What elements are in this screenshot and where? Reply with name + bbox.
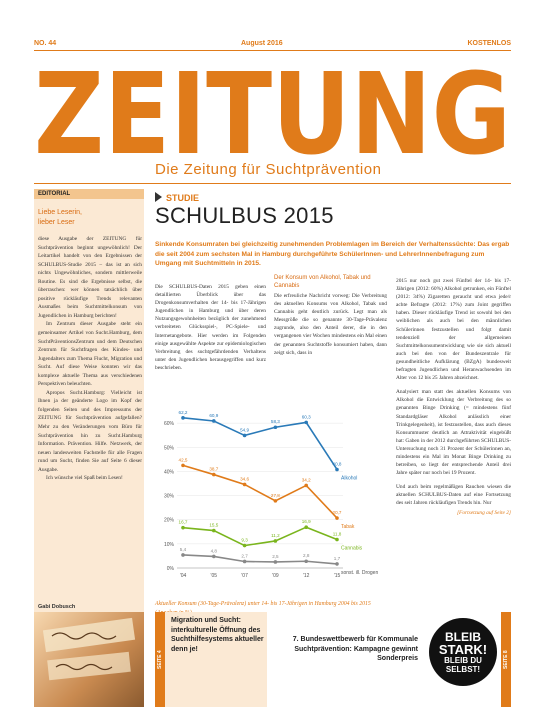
teaser-text: 7. Bundeswettbewerb für Kommunale Suchtprävention: Kampagne gewinnt Sonderpreis [292,636,418,662]
chart-caption: Aktueller Konsum (30-Tage-Prävalenz) unter 14- bis 17-Jährigen in Hamburg 2004 bis 2015 [155,601,371,607]
x-tick-label: '12 [302,573,310,579]
arabic-script-image [34,612,144,707]
x-tick-label: '04 [179,573,187,579]
data-label: 16,9 [301,519,311,525]
series-line [183,555,337,564]
data-label: 34,6 [240,476,250,482]
x-tick-label: '15 [333,573,341,579]
data-label: 62,2 [178,409,188,415]
series-line [183,465,337,518]
data-point [243,544,247,548]
article-lead: Sinkende Konsumraten bei gleichzeitig zunehmenden Problemlagen im Bereich der Verhaltenssüchte: Das ergab die seit 2004 zum sechsten Mal in Hamburg durchgeführte SchülerInnen- und LehrerInnenbefragung zum Umgang mit Suchtmitteln in 2015. [155,241,510,268]
series-label: Tabak [341,524,355,531]
y-tick-label: 60% [163,421,174,428]
data-point [212,555,216,559]
tagline: Die Zeitung für Suchtprävention [155,161,382,178]
data-label: 58,3 [270,419,280,425]
teaser-text: Migration und Sucht: interkulturelle Öffnung des Suchthilfesystems aktueller denn je! [171,617,264,653]
y-tick-label: 50% [163,445,174,452]
data-label: 2,8 [303,553,310,559]
page-tab: SEITE 8 [501,612,511,707]
data-point [212,419,216,423]
section-tag [155,192,199,203]
data-point [243,560,247,564]
data-point [335,562,339,566]
data-label: 15,5 [209,522,219,528]
y-tick-label: 10% [163,541,174,548]
data-point [243,483,247,487]
data-point [274,560,278,564]
author-name: Gabi Dobusch [38,604,76,610]
data-label: 38,7 [209,466,219,472]
y-tick-label: 40% [163,469,174,476]
data-label: 1,7 [333,555,341,561]
column-text: Analysiert man statt des aktuellen Konsums von Alkohol die Entwicklung der Verbreitung des so genannten Binge Drinking (= mindestens fünf Standardgläser Alkohol anlässlich einer Trinkgelegenheit), ist festzustellen, dass auch dieses Konsummuster deutlich an Attraktivität eingebüßt hat: Gaben in der 2012 durchgeführten SCHULBUS-Untersuchung noch 31 Prozent der Schülerinnen an, mindestens ein Mal im Monat Binge Drinking zu betreiben, so liegt der entsprechende Anteil drei Jahre später nur noch bei 19 Prozent. [396,389,511,477]
data-label: 27,8 [270,492,280,498]
y-tick-label: 30% [163,493,174,500]
logo-text: ZEITUNG [34,55,511,167]
data-point [181,464,185,468]
editorial-paragraph: Apropos Sucht.Hamburg: Vielleicht ist Ihnen ja der geänderte Logo im Kopf der folgenden Seiten und des Impressums der ZEITUNG für Suchtprävention aufgefallen? Mehr zu den Veränderungen vom Büro für Suchtprävention hin zu Sucht.Hamburg Information. Prävention. Hilfe. Netzwerk, der neuen landesweiten Fachstelle für alle Fragen rund um Sucht, finden Sie auf Seite 6 dieser Ausgabe. [38,389,142,473]
data-label: 20,7 [332,510,342,516]
data-point [274,425,278,429]
data-label: 42,5 [178,457,188,463]
data-label: 34,2 [301,477,311,483]
bleib-stark-logo [429,618,497,686]
data-label: 5,4 [179,546,187,552]
data-point [274,539,278,543]
editorial-paragraph: diese Ausgabe der ZEITUNG für Suchtprävention beginnt ungewöhnlich! Der Leitartikel handelt von den Ergebnissen der SCHULBUS-Studie 2015 – das ist an sich nichts Ungewöhnliches, sondern mittlerweile Routine. Es sind die Ergebnisse selbst, die überraschen: wer können tatsächlich über positive rückläufige Trends relevanten Ausmaßes beim Suchtmittelkonsum von Jugendlichen in Hamburg berichten! [38,236,142,319]
migration-teaser-image [34,612,144,707]
article-column-3 [396,277,511,517]
zeitung-logo [34,55,511,167]
data-label: 9,3 [241,537,248,543]
editorial-greeting [38,208,142,228]
stamp-text: BLEIB [445,629,481,644]
data-point [335,538,339,542]
data-point [335,516,339,520]
competition-teaser[interactable] [274,612,424,707]
data-label: 11,2 [271,532,280,538]
data-label: 4,8 [210,548,217,554]
greeting-line: lieber Leser [38,219,75,226]
data-point [304,421,308,425]
migration-teaser[interactable] [155,612,267,707]
data-point [274,499,278,503]
y-tick-label: 20% [163,517,174,524]
editorial-paragraph: Ich wünsche viel Spaß beim Lesen! [46,475,123,482]
x-tick-label: '07 [241,573,248,579]
issue-number: NO. 44 [34,39,57,47]
stamp-text: STARK! [438,641,488,657]
data-point [181,553,185,557]
data-label: 54,9 [240,427,250,433]
data-label: 16,7 [178,519,188,525]
divider [34,183,511,184]
data-label: 60,9 [209,412,219,418]
series-label: Alkohol [341,475,358,482]
article-column-2 [274,274,387,357]
data-point [181,416,185,420]
editorial-paragraph: Im Zentrum dieser Ausgabe steht ein gemeinsamer Artikel von Sucht.Hamburg, dem SuchtPräventionsZentrum und dem Deutschen Zentrum für Suchtfragen des Kindes- und Jugendalters zum Thema Flucht, Migration und Sucht. Auf diese Weise konnten wir das komplexe aktuelle Thema aus verschiedenen Perspektiven beleuchten. [38,321,142,388]
divider [34,50,511,51]
series-line [183,527,337,545]
data-label: 60,3 [301,414,311,420]
data-point [181,526,185,530]
triangle-icon [155,192,162,202]
data-point [212,529,216,533]
data-point [304,484,308,488]
data-point [304,559,308,563]
column-text: 2015 nur noch gut zwei Fünftel der 14- bis 17-Jährigen (2012: 60%) Alkohol getrunken, ein Fünftel (2012: 34%) Zigaretten geraucht und etwa jede/r achte Befragte (2012: 17%) zum Joint gegriffen haben. Dieser rückläufige Trend ist sowohl bei den weiblichen als auch bei den männlichen Schülerinnen festzustellen und folgt damit tendenziell der allgemeinen Suchtmittelkonsumentwicklung wie sie sich aktuell auch bei den von der Bundeszentrale für gesundheitliche Aufklärung (BZgA) bundesweit befragten Jugendlichen und Heranwachsenden im Alter von 12 bis 25 Jahren abzeichnet. [396,278,511,382]
data-point [243,434,247,438]
price-label: KOSTENLOS [467,39,511,47]
data-label: 11,8 [332,531,342,537]
data-point [304,525,308,529]
editorial-text [38,235,142,483]
x-tick-label: '05 [210,573,218,579]
stamp-text: SELBST! [445,664,481,674]
continued-note: [Fortsetzung auf Seite 2] [456,509,511,516]
section-label: STUDIE [166,193,200,203]
issue-date: August 2016 [241,39,283,47]
stamp-text: BLEIB DU [444,655,482,665]
issue-bar [34,36,511,50]
page-tab: SEITE 4 [155,612,165,707]
series-line [183,418,337,470]
greeting-line: Liebe Leserin, [38,209,82,216]
series-label: sonst. ill. Drogen [341,569,379,576]
campaign-teaser[interactable] [427,612,511,707]
column-text: Die erfreuliche Nachricht vorweg: Die Verbreitung des aktuellen Konsums von Alkohol, Tabak und Cannabis geht deutlich zurück. Legt man als Messgröße die so genannte 30-Tage-Prävalenz zugrunde, also den Anteil derer, die in den vergangenen vier Wochen mindestens ein Mal einen der genannten Suchtstoffe konsumiert haben, dann zeigt sich, dass in [274,293,387,356]
column-text: Und auch beim regelmäßigen Rauchen wiesen die aktuellen SCHULBUS-Daten auf eine Fortsetzung des seit Jahren rückläufigen Trends hin. Nur [396,484,511,507]
y-tick-label: 0% [166,566,174,572]
x-tick-label: '09 [272,573,279,579]
data-label: 2,5 [272,553,279,559]
editorial-tag: EDITORIAL [34,189,144,199]
data-point [212,473,216,477]
data-point [335,468,339,472]
article-column-1: Die SCHULBUS-Daten 2015 geben einen detaillierten Überblick über das Drogenkonsumverhalten der 14- bis 17-Jährigen Jugendlichen in Hamburg und über deren Nutzungsgewohnheiten bezüglich der zunehmend verbreiteten Glücksspiel-, PC-Spiele- und Internetangebote. Hier werden im Folgenden einige ausgewählte Aspekte zur epidemiologischen Verbreitung des suchtgefährdenden Verhaltens unter den Jugendlichen herausgegriffen und kurz beschrieben. [155,284,266,371]
column-subhead: Der Konsum von Alkohol, Tabak und Cannabis [274,275,371,289]
data-label: 2,7 [241,553,248,559]
series-label: Cannabis [341,545,363,552]
data-label: 40,8 [332,461,342,467]
article-headline: SCHULBUS 2015 [155,203,334,228]
consumption-line-chart [155,393,387,600]
